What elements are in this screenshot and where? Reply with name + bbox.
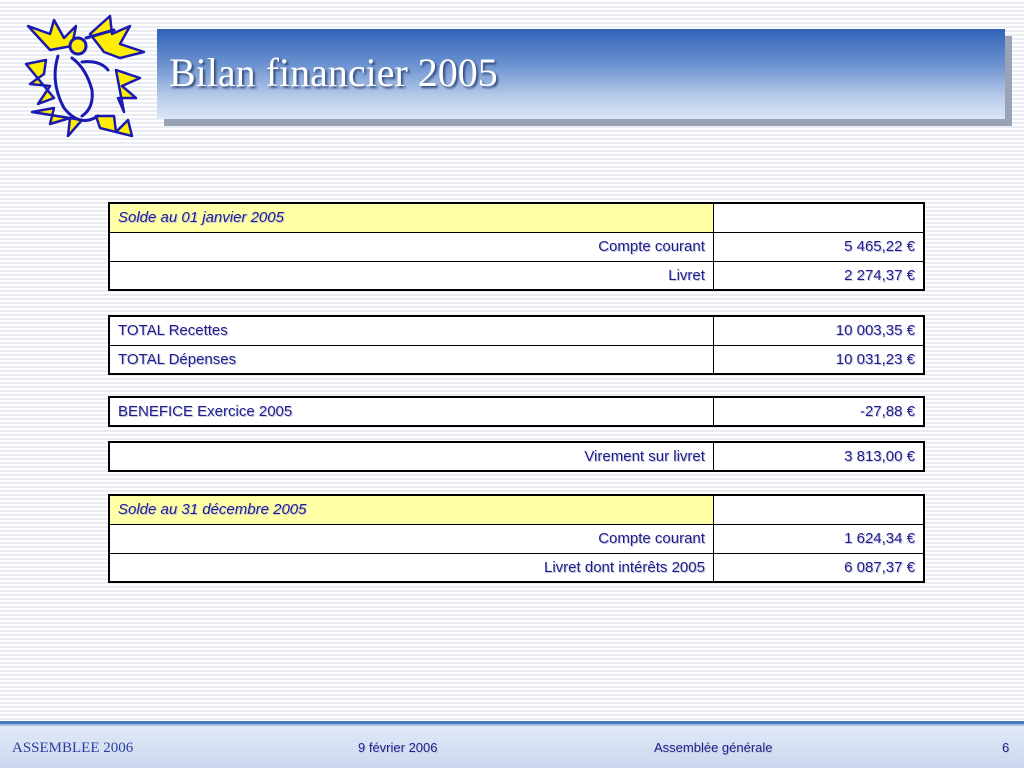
closing-balance-table [108, 494, 925, 583]
opening-balance-table [108, 202, 925, 291]
row-label: TOTAL Dépenses [109, 345, 713, 374]
table-row [109, 261, 924, 290]
table-row [109, 442, 924, 471]
row-label: Compte courant [109, 524, 713, 553]
table-row [109, 232, 924, 261]
row-value: 1 624,34 € [713, 524, 924, 553]
benefit-table [108, 396, 925, 427]
table-row [109, 524, 924, 553]
empty-cell [713, 203, 924, 232]
row-value: 2 274,37 € [713, 261, 924, 290]
row-label: Compte courant [109, 232, 713, 261]
table-row [109, 397, 924, 426]
footer-event-name: ASSEMBLEE 2006 [12, 740, 134, 756]
slide-title: Bilan financier 2005 [169, 50, 498, 95]
page-number: 6 [1002, 740, 1010, 755]
transfer-table [108, 441, 925, 472]
table-row [109, 345, 924, 374]
row-value: 10 003,35 € [713, 316, 924, 345]
footer-date: 9 février 2006 [358, 740, 438, 755]
empty-cell [713, 495, 924, 524]
row-value: 3 813,00 € [713, 442, 924, 471]
row-value: 6 087,37 € [713, 553, 924, 582]
row-value: 5 465,22 € [713, 232, 924, 261]
table-row [109, 203, 924, 232]
row-label: Livret [109, 261, 713, 290]
title-bar [157, 29, 1005, 119]
slide-footer [0, 726, 1024, 768]
opening-balance-header: Solde au 01 janvier 2005 [109, 203, 713, 232]
table-row [109, 495, 924, 524]
row-label: TOTAL Recettes [109, 316, 713, 345]
table-row [109, 316, 924, 345]
row-label: BENEFICE Exercice 2005 [109, 397, 713, 426]
footer-event: Assemblée générale [654, 740, 773, 755]
row-value: -27,88 € [713, 397, 924, 426]
row-label: Virement sur livret [109, 442, 713, 471]
table-row [109, 553, 924, 582]
sun-figure-logo-icon [20, 12, 150, 140]
row-value: 10 031,23 € [713, 345, 924, 374]
closing-balance-header: Solde au 31 décembre 2005 [109, 495, 713, 524]
row-label: Livret dont intérêts 2005 [109, 553, 713, 582]
totals-table [108, 315, 925, 375]
